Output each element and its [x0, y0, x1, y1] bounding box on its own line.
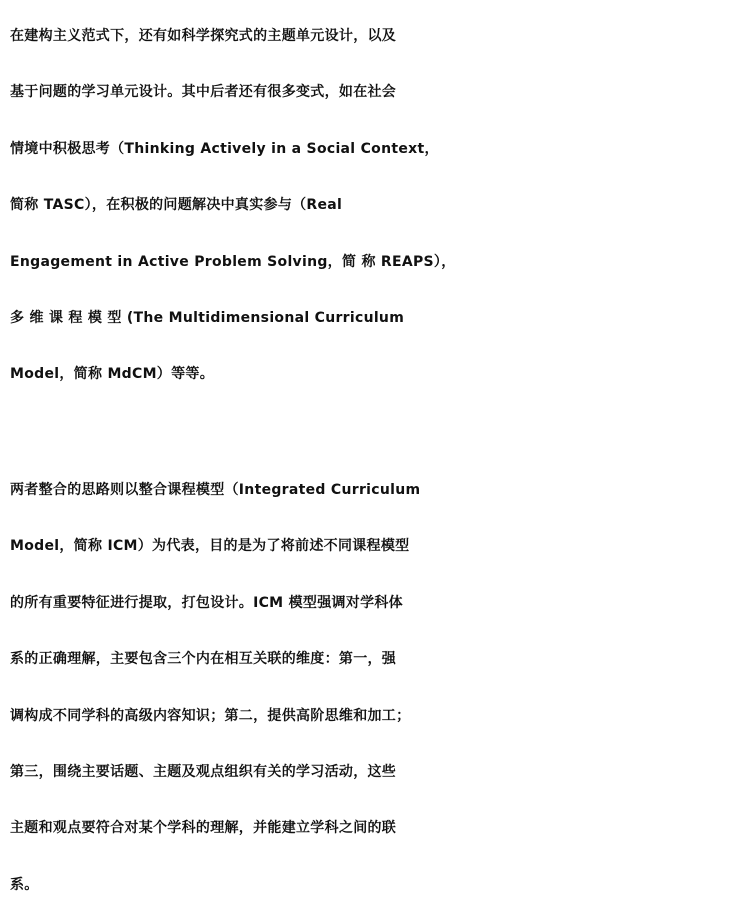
- text-line: Model，简称 MdCM）等等。: [10, 366, 214, 383]
- paragraph-integrated-model: [10, 470, 738, 921]
- text-line: 简称 TASC），在积极的问题解决中真实参与（Real: [10, 197, 343, 214]
- text-line: 系。: [10, 876, 39, 893]
- paragraph-constructivism: [10, 16, 738, 411]
- text-line: 调构成不同学科的高级内容知识；第二，提供高阶思维和加工；: [10, 707, 411, 724]
- text-line: Engagement in Active Problem Solving，简 称 REAPS），: [10, 253, 456, 270]
- text-line: 在建构主义范式下，还有如科学探究式的主题单元设计，以及: [10, 28, 397, 44]
- text-line: 情境中积极思考（Thinking Actively in a Social Context，: [10, 140, 439, 157]
- text-line: 主题和观点要符合对某个学科的理解，并能建立学科之间的联: [10, 820, 397, 837]
- text-line: 基于问题的学习单元设计。其中后者还有很多变式，如在社会: [10, 84, 397, 101]
- text-line: 的所有重要特征进行提取，打包设计。ICM 模型强调对学科体: [10, 594, 403, 611]
- text-line: 系的正确理解，主要包含三个内在相互关联的维度：第一，强: [10, 651, 397, 668]
- text-line: 第三，围绕主要话题、主题及观点组织有关的学习活动，这些: [10, 763, 397, 780]
- text-line: 两者整合的思路则以整合课程模型（Integrated Curriculum: [10, 482, 421, 498]
- text-line: Model，简称 ICM）为代表，目的是为了将前述不同课程模型: [10, 538, 410, 555]
- text-line: 多 维 课 程 模 型 (The Multidimensional Curriculum: [10, 309, 405, 326]
